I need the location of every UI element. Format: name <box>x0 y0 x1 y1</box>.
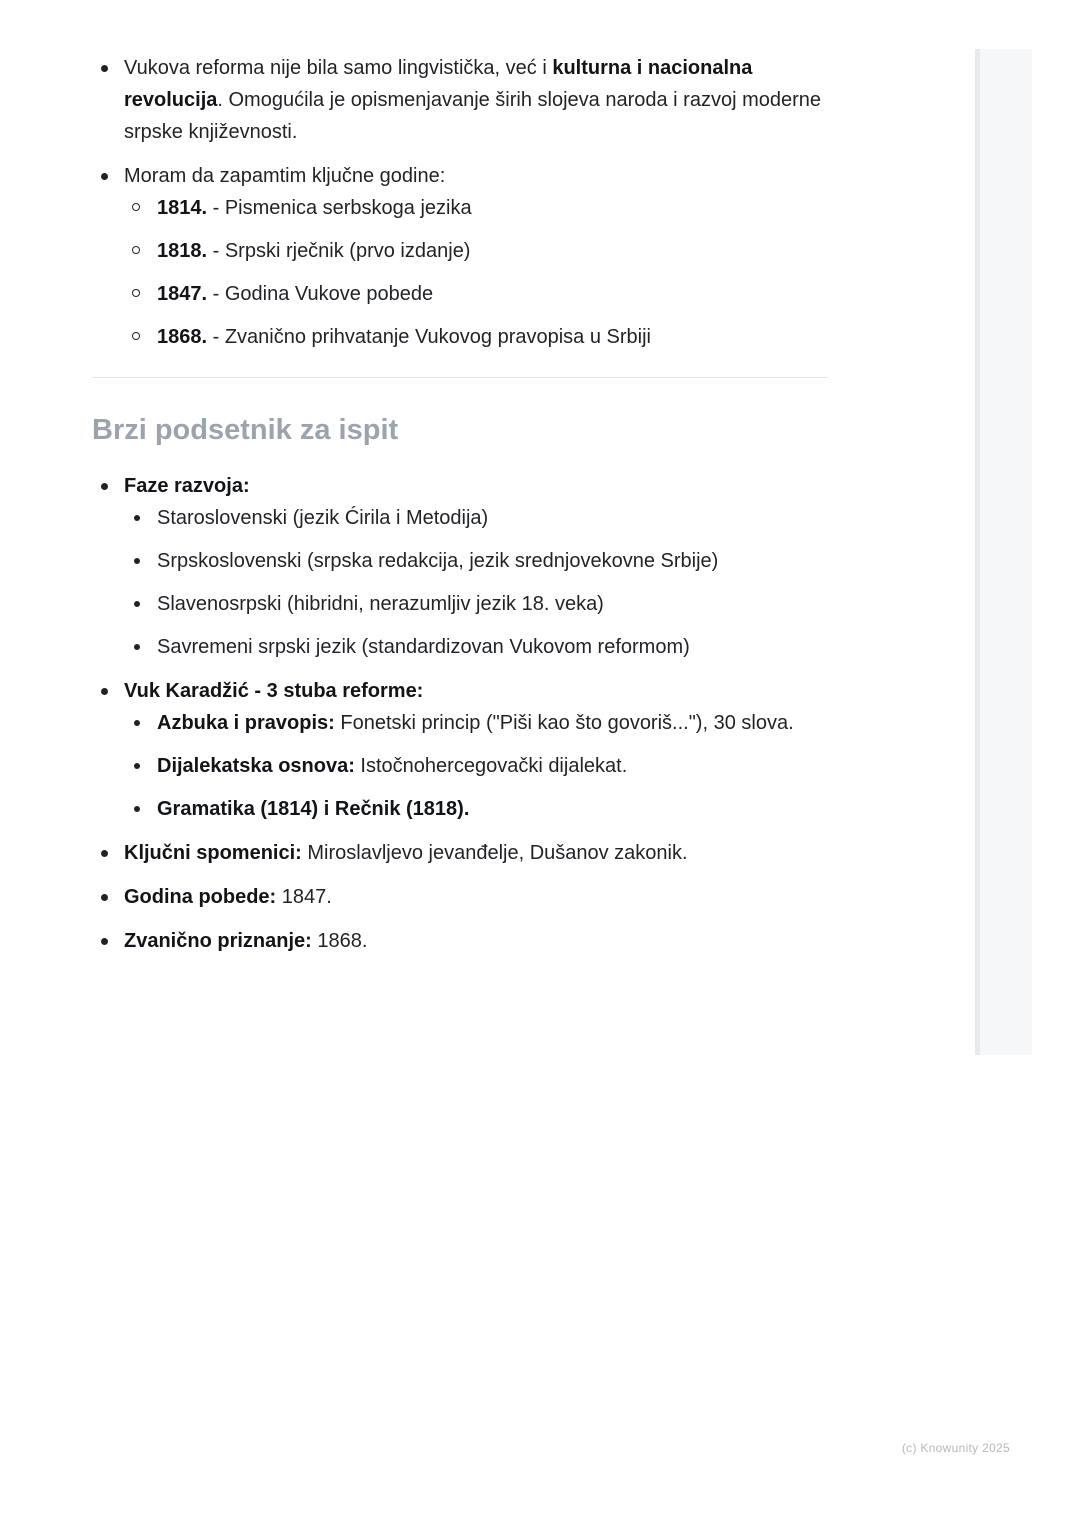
pillar-text: Fonetski princip ("Piši kao što govoriš..."), 30 slova. <box>334 712 794 734</box>
year-item <box>124 321 828 353</box>
year: 1818. <box>157 240 208 262</box>
fact-text: 1868. <box>311 930 368 952</box>
list-item <box>92 675 828 825</box>
year-item <box>124 278 828 310</box>
year: 1868. <box>157 326 208 348</box>
year-desc: - Pismenica serbskoga jezika <box>207 197 472 219</box>
item-text: . Omogućila je opismenjavanje širih slojeva naroda i razvoj moderne srpske književnosti. <box>124 89 822 143</box>
summary-list <box>92 470 828 957</box>
item-text: Moram da zapamtim ključne godine: <box>124 165 446 187</box>
horizontal-divider <box>92 377 828 378</box>
document-content <box>92 52 828 969</box>
year-desc: - Srpski rječnik (prvo izdanje) <box>207 240 471 262</box>
phases-list <box>124 502 828 663</box>
side-panel <box>975 49 1032 1055</box>
copyright-footer: (c) Knowunity 2025 <box>901 1441 1010 1455</box>
phases-label: Faze razvoja: <box>124 475 250 497</box>
list-item <box>92 881 828 913</box>
list-item <box>92 52 828 148</box>
pillar-item <box>124 750 828 782</box>
item-bold-text: kulturna i nacionalna revolucija <box>124 57 753 111</box>
list-item <box>92 470 828 663</box>
year-item <box>124 235 828 267</box>
key-years-list <box>124 192 828 353</box>
list-item <box>92 837 828 869</box>
pillar-text: Istočnohercegovački dijalekat. <box>354 755 628 777</box>
pillar-title: Azbuka i pravopis: <box>157 712 335 734</box>
year-desc: - Zvanično prihvatanje Vukovog pravopisa u Srbiji <box>207 326 651 348</box>
phase-item: Savremeni srpski jezik (standardizovan Vukovom reformom) <box>124 631 828 663</box>
item-text: Vukova reforma nije bila samo lingvistička, već i <box>124 57 553 79</box>
year: 1814. <box>157 197 208 219</box>
section-heading: Brzi podsetnik za ispit <box>92 414 399 446</box>
pillars-list <box>124 707 828 825</box>
intro-list <box>92 52 828 353</box>
year-desc: - Godina Vukove pobede <box>207 283 434 305</box>
year: 1847. <box>157 283 208 305</box>
fact-text: Miroslavljevo jevanđelje, Dušanov zakonik. <box>301 842 688 864</box>
list-item <box>92 925 828 957</box>
pillar-item <box>124 707 828 739</box>
pillars-label: Vuk Karadžić - 3 stuba reforme: <box>124 680 424 702</box>
fact-label: Zvanično priznanje: <box>124 930 312 952</box>
pillar-title: Dijalekatska osnova: <box>157 755 355 777</box>
pillar-title: Gramatika (1814) i Rečnik (1818). <box>157 798 470 820</box>
list-item <box>92 160 828 353</box>
pillar-item <box>124 793 828 825</box>
fact-label: Godina pobede: <box>124 886 277 908</box>
phase-item: Staroslovenski (jezik Ćirila i Metodija) <box>124 502 828 534</box>
phase-item: Srpskoslovenski (srpska redakcija, jezik srednjovekovne Srbije) <box>124 545 828 577</box>
fact-label: Ključni spomenici: <box>124 842 302 864</box>
year-item <box>124 192 828 224</box>
fact-text: 1847. <box>276 886 332 908</box>
phase-item: Slavenosrpski (hibridni, nerazumljiv jezik 18. veka) <box>124 588 828 620</box>
